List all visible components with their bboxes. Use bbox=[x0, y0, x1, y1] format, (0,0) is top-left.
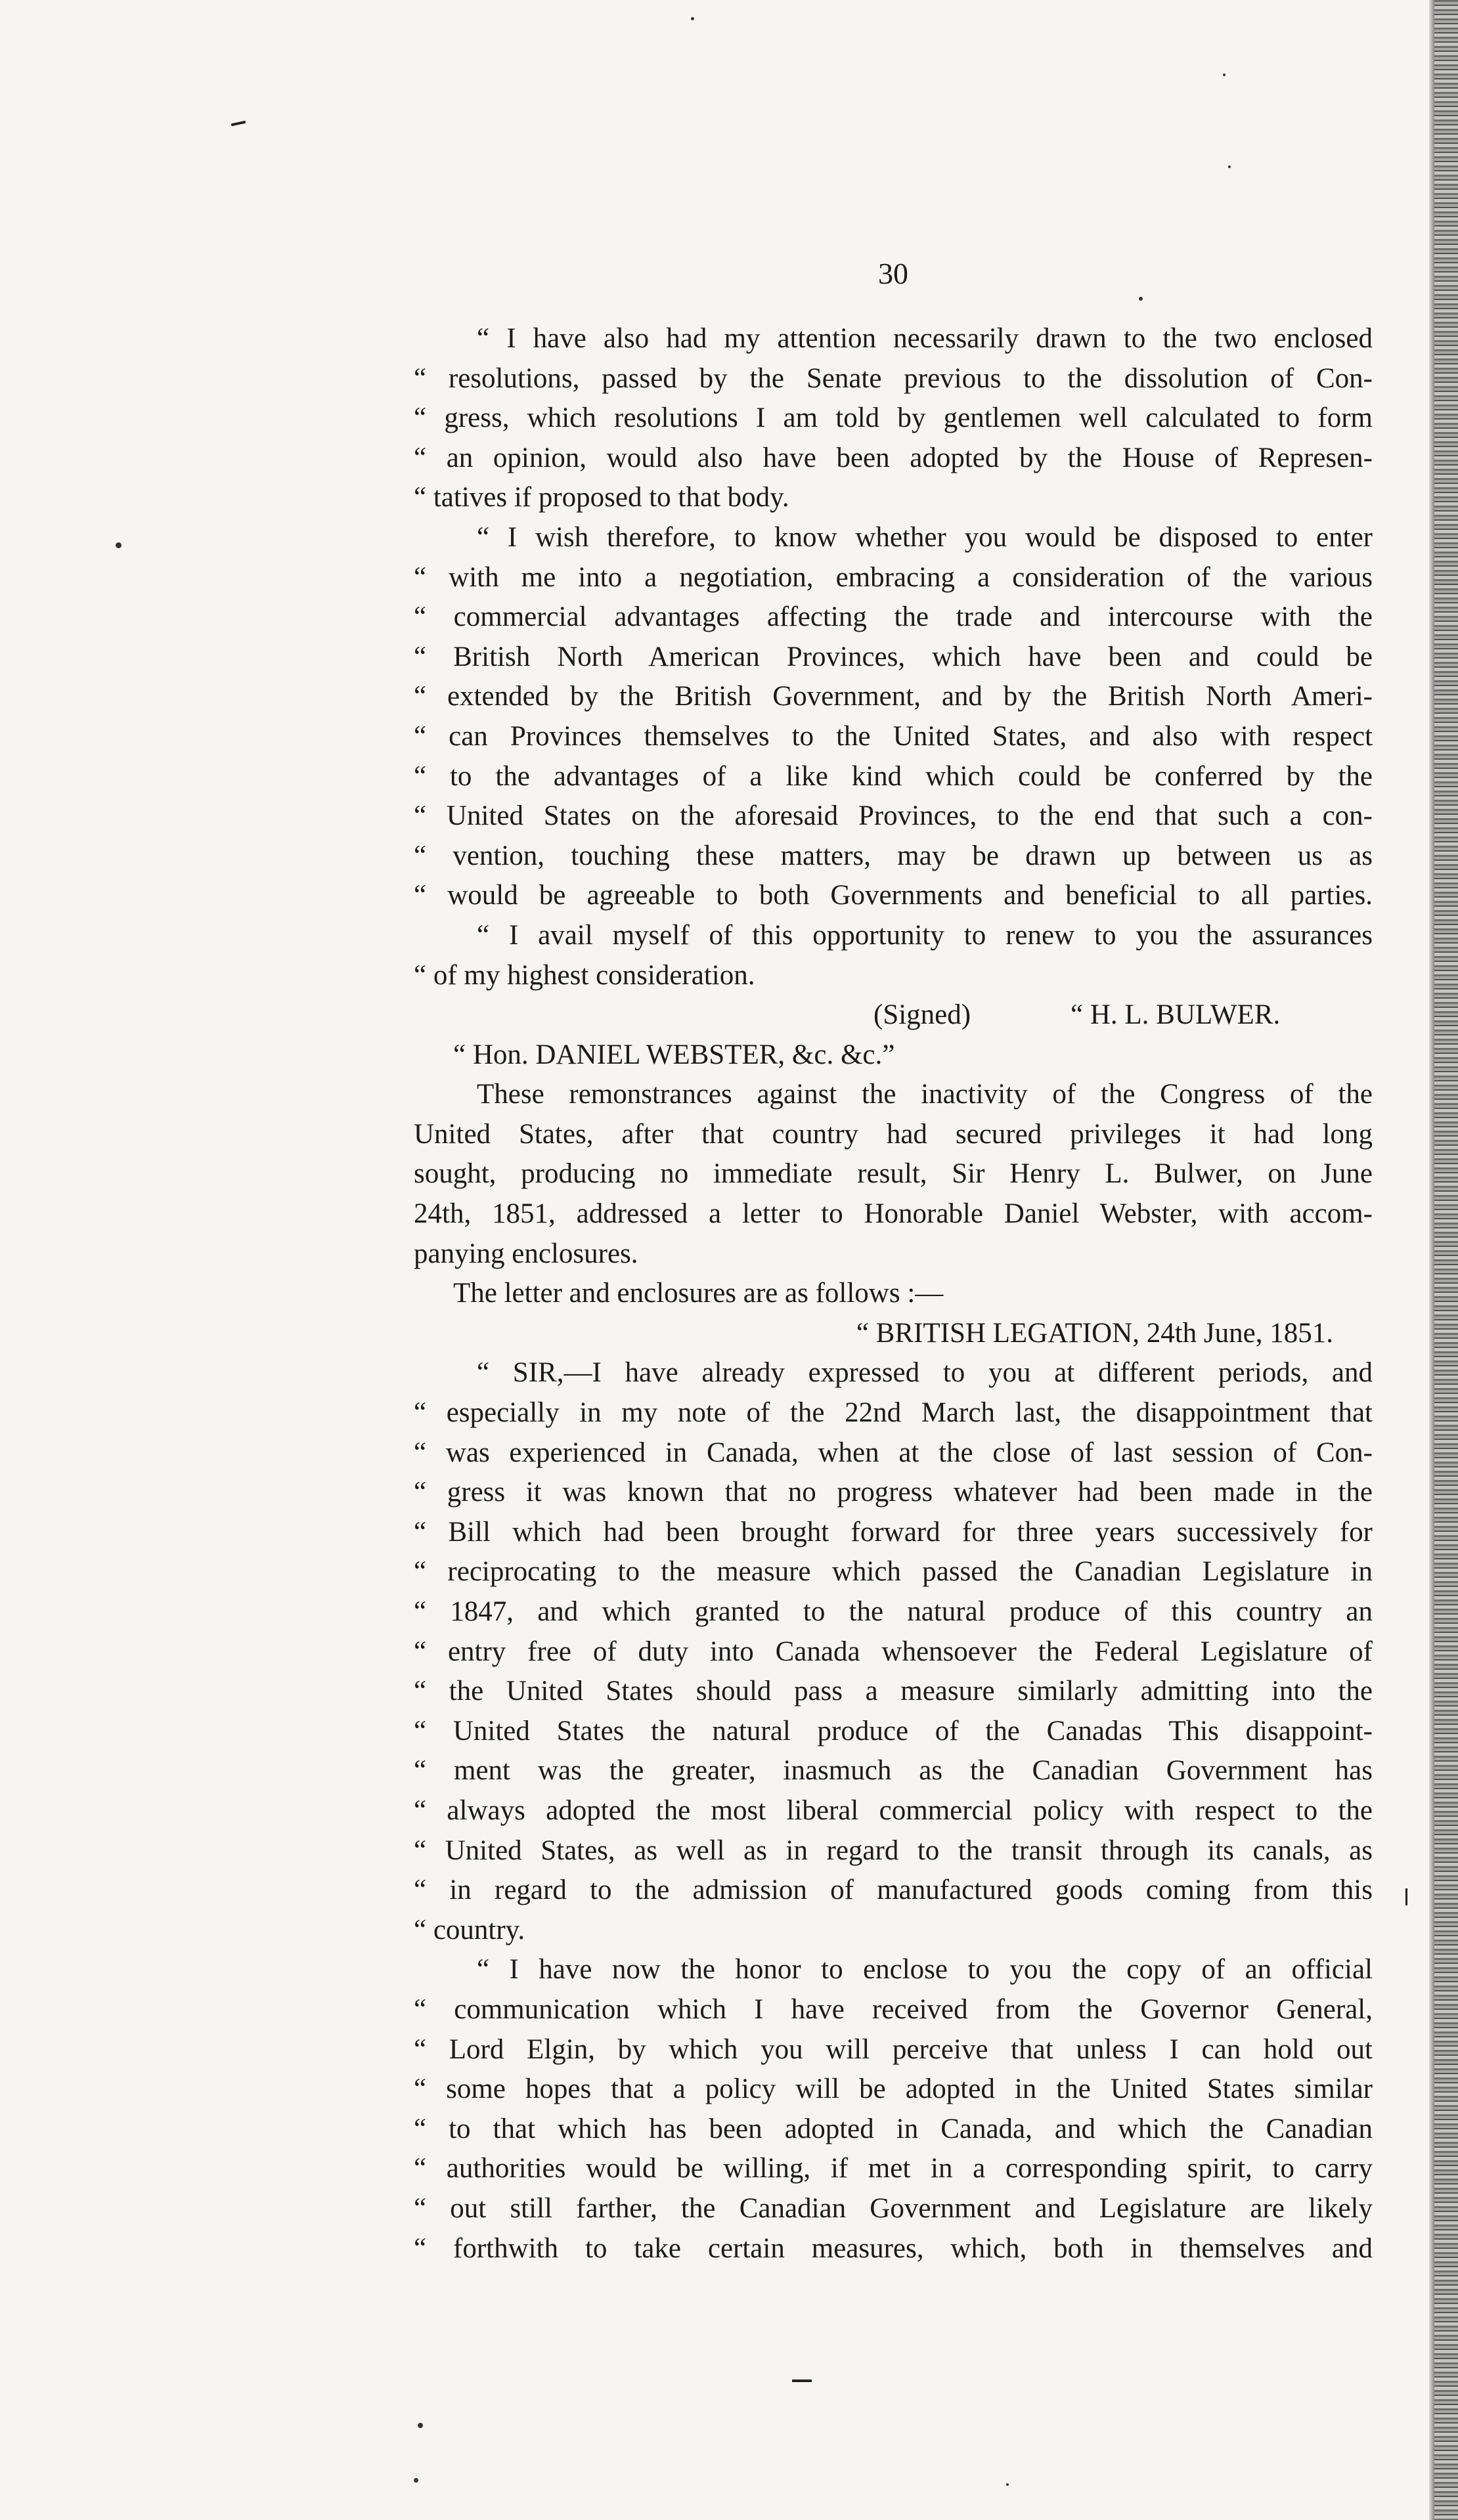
text-line: “ entry free of duty into Canada whensoever the Federal Legislature of bbox=[414, 1636, 1373, 1667]
scan-speck bbox=[1006, 2483, 1009, 2486]
text-line: panying enclosures. bbox=[414, 1238, 638, 1269]
text-line: “ United States, as well as in regard to the transit through its canals, as bbox=[414, 1835, 1373, 1866]
text-line: “ tatives if proposed to that body. bbox=[414, 482, 789, 513]
scan-speck bbox=[1223, 74, 1226, 76]
page-edge-shadow bbox=[1429, 0, 1434, 2520]
text-line: “ some hopes that a policy will be adopted in the United States similar bbox=[414, 2074, 1373, 2105]
text-line: “ to the advantages of a like kind which could be conferred by the bbox=[414, 760, 1373, 792]
text-line: “ country. bbox=[414, 1914, 525, 1945]
text-line: “ British North American Provinces, which have been and could be bbox=[414, 641, 1373, 672]
narrative-paragraph bbox=[414, 1075, 1373, 1314]
text-line: “ gress, which resolutions I am told by gentlemen well calculated to form bbox=[414, 402, 1373, 434]
quoted-letter-block bbox=[414, 319, 1373, 995]
text-line: “ the United States should pass a measure similarly admitting into the bbox=[414, 1676, 1373, 1707]
text-line: “ vention, touching these matters, may be drawn up between us as bbox=[414, 840, 1373, 871]
text-line: “ especially in my note of the 22nd March last, the disappointment that bbox=[414, 1397, 1373, 1429]
text-line: “ to that which has been adopted in Canada, and which the Canadian bbox=[414, 2113, 1373, 2144]
text-line: “ forthwith to take certain measures, which, both in themselves and bbox=[414, 2232, 1373, 2264]
text-line: “ 1847, and which granted to the natural produce of this country an bbox=[414, 1596, 1373, 1627]
text-line: sought, producing no immediate result, Sir Henry L. Bulwer, on June bbox=[414, 1158, 1373, 1190]
text-line: “ Lord Elgin, by which you will perceive that unless I can hold out bbox=[414, 2033, 1373, 2065]
text-line: “ United States on the aforesaid Provinces, to the end that such a con- bbox=[414, 800, 1373, 832]
scan-mark bbox=[1405, 1888, 1407, 1905]
text-line: “ extended by the British Government, and by the British North Ameri- bbox=[414, 681, 1373, 712]
signed-label: (Signed) bbox=[873, 999, 971, 1031]
text-line: United States, after that country had secured privileges it had long bbox=[414, 1118, 1373, 1150]
scan-mark bbox=[792, 2379, 812, 2382]
scan-speck bbox=[1228, 165, 1231, 168]
signatory-name: “ H. L. BULWER. bbox=[1071, 999, 1281, 1031]
text-line: 24th, 1851, addressed a letter to Honorable Daniel Webster, with accom- bbox=[414, 1198, 1373, 1230]
text-line: These remonstrances against the inactivity of the Congress of the bbox=[477, 1079, 1373, 1110]
text-line: “ resolutions, passed by the Senate previous to the dissolution of Con- bbox=[414, 362, 1373, 394]
scan-mark bbox=[231, 121, 246, 126]
scan-speck bbox=[1139, 297, 1143, 301]
text-line: “ with me into a negotiation, embracing a consideration of the various bbox=[414, 561, 1373, 593]
text-line: “ was experienced in Canada, when at the close of last session of Con- bbox=[414, 1437, 1373, 1468]
text-line: “ I wish therefore, to know whether you would be disposed to enter bbox=[477, 521, 1373, 553]
dateline: “ BRITISH LEGATION, 24th June, 1851. bbox=[856, 1317, 1333, 1349]
scan-speck bbox=[116, 542, 121, 548]
body-text bbox=[414, 319, 1373, 2269]
text-line: “ an opinion, would also have been adopted by the House of Represen- bbox=[414, 442, 1373, 473]
text-line: “ United States the natural produce of the Canadas This disappoint- bbox=[414, 1715, 1373, 1747]
text-line: “ authorities would be willing, if met in a corresponding spirit, to carry bbox=[414, 2153, 1373, 2184]
text-line: “ of my highest consideration. bbox=[414, 959, 755, 991]
text-line: “ I avail myself of this opportunity to renew to you the assurances bbox=[477, 919, 1373, 951]
addressee-line: “ Hon. DANIEL WEBSTER, &c. &c.” bbox=[453, 1039, 895, 1070]
scan-speck bbox=[418, 2423, 423, 2428]
text-line: “ I have also had my attention necessarily drawn to the two enclosed bbox=[477, 323, 1373, 354]
text-line: “ always adopted the most liberal commercial policy with respect to the bbox=[414, 1794, 1373, 1826]
text-line: “ can Provinces themselves to the United States, and also with respect bbox=[414, 720, 1373, 752]
scan-speck bbox=[414, 2478, 418, 2483]
text-line: “ out still farther, the Canadian Government and Legislature are likely bbox=[414, 2192, 1373, 2224]
book-edge-binding bbox=[1434, 0, 1458, 2520]
text-line: “ gress it was known that no progress whatever had been made in the bbox=[414, 1477, 1373, 1508]
text-line: “ ment was the greater, inasmuch as the Canadian Government has bbox=[414, 1755, 1373, 1787]
page-number: 30 bbox=[878, 257, 908, 290]
text-line: “ in regard to the admission of manufactured goods coming from this bbox=[414, 1875, 1373, 1906]
text-line: “ communication which I have received from the Governor General, bbox=[414, 1993, 1373, 2025]
signature-line bbox=[414, 995, 1373, 1035]
text-line: “ reciprocating to the measure which passed the Canadian Legislature in bbox=[414, 1556, 1373, 1588]
text-line: “ I have now the honor to enclose to you the copy of an official bbox=[477, 1954, 1373, 1986]
text-line: “ would be agreeable to both Governments and beneficial to all parties. bbox=[414, 880, 1373, 911]
text-line: The letter and enclosures are as follows :— bbox=[453, 1278, 944, 1309]
enclosed-letter-block bbox=[414, 1353, 1373, 2269]
scan-speck bbox=[691, 17, 694, 20]
text-line: “ commercial advantages affecting the trade and intercourse with the bbox=[414, 601, 1373, 633]
text-line: “ SIR,—I have already expressed to you at different periods, and bbox=[477, 1357, 1373, 1389]
text-line: “ Bill which had been brought forward for three years successively for bbox=[414, 1516, 1373, 1548]
